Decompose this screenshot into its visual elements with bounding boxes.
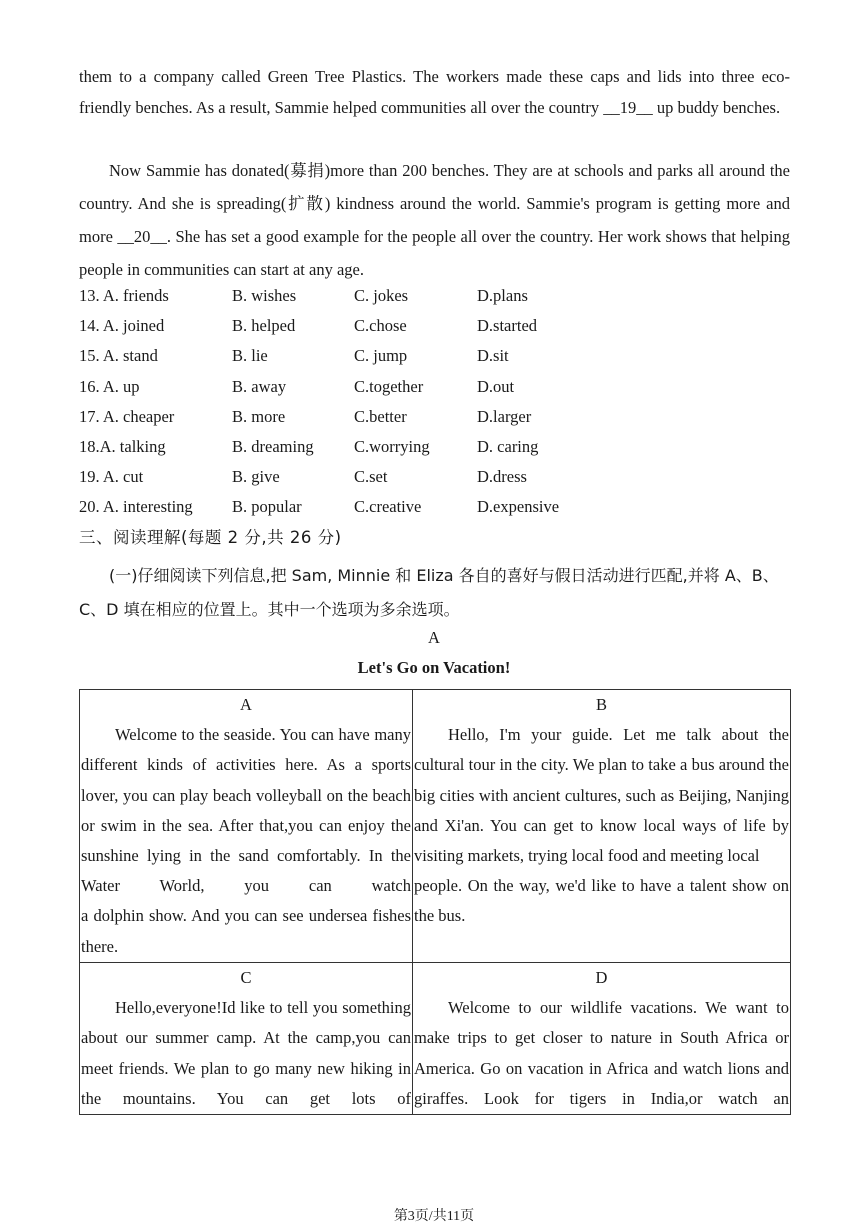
option-row-19 bbox=[79, 462, 790, 492]
option-b: B. away bbox=[232, 376, 287, 396]
option-b: B. give bbox=[232, 467, 280, 487]
option-row-18 bbox=[79, 432, 790, 462]
cell-text: Hello, I'm your guide. Let me talk about the cultural tour in the city. We plan to take a bus around the big cities with ancient cultures, such as Beijing, Nanjing and Xi'an. You can get to know local ways of life by visiting markets, trying local food and meeting local bbox=[414, 725, 789, 866]
option-d: D.dress bbox=[477, 467, 527, 487]
cell-letter: B bbox=[595, 695, 607, 714]
option-d: D.expensive bbox=[477, 497, 560, 517]
option-a: 17. A. cheaper bbox=[79, 406, 175, 426]
cell-text-continued: people. On the way, we'd like to have a talent show on the bus. bbox=[414, 876, 789, 926]
answer-options bbox=[79, 281, 790, 523]
passage-paragraph-1: them to a company called Green Tree Plastics. The workers made these caps and lids into three eco-friendly benches. As a result, Sammie helped communities all over the country __19__ up buddy benches. bbox=[79, 67, 790, 117]
cell-letter: C bbox=[240, 968, 252, 987]
vacation-table bbox=[79, 689, 791, 1115]
cell-text: Hello,everyone!Id like to tell you something about our summer camp. At the camp,you can meet friends. We plan to go many new hiking in the mountains. You can get lots of bbox=[81, 998, 411, 1108]
option-b: B. dreaming bbox=[232, 436, 314, 456]
option-row-14 bbox=[79, 311, 790, 341]
option-d: D.sit bbox=[477, 346, 509, 366]
option-b: B. wishes bbox=[232, 286, 297, 305]
option-c: C. jokes bbox=[354, 286, 409, 305]
section-instruction: (一)仔细阅读下列信息,把 Sam, Minnie 和 Eliza 各自的喜好与假日活动进行匹配,并将 A、B、C、D 填在相应的位置上。其中一个选项为多余选项。 bbox=[79, 566, 779, 619]
option-c: C.better bbox=[354, 406, 407, 426]
cell-a bbox=[80, 690, 413, 963]
option-a: 15. A. stand bbox=[79, 346, 158, 366]
cell-text-continued: a dolphin show. And you can see undersea fishes there. bbox=[81, 906, 411, 956]
part-label: A bbox=[428, 628, 440, 647]
cell-d bbox=[413, 963, 791, 1115]
option-a: 13. A. friends bbox=[79, 286, 169, 305]
option-b: B. popular bbox=[232, 497, 302, 517]
option-row-15 bbox=[79, 341, 790, 371]
option-c: C.together bbox=[354, 376, 424, 396]
cell-text: Welcome to the seaside. You can have many different kinds of activities here. As a sports lover, you can play beach volleyball on the beach or swim in the sea. After that,you can enjoy the sunshine lying in the sand comfortably. In the Water World, you can watch bbox=[81, 725, 411, 896]
cell-c bbox=[80, 963, 413, 1115]
cell-b bbox=[413, 690, 791, 963]
option-c: C.worrying bbox=[354, 436, 430, 456]
option-a: 20. A. interesting bbox=[79, 497, 193, 517]
cell-text: Welcome to our wildlife vacations. We want to make trips to get closer to nature in South Africa or America. Go on vacation in Africa and watch lions and giraffes. Look for tigers in India,or watch an bbox=[414, 998, 789, 1108]
option-row-17 bbox=[79, 402, 790, 432]
option-d: D. caring bbox=[477, 436, 539, 456]
option-a: 16. A. up bbox=[79, 376, 140, 396]
page-number: 第3页/共11页 bbox=[393, 1209, 475, 1224]
option-d: D.out bbox=[477, 376, 515, 396]
option-d: D.plans bbox=[477, 286, 528, 305]
cell-letter: A bbox=[240, 695, 252, 714]
option-row-13 bbox=[79, 281, 790, 311]
option-c: C.creative bbox=[354, 497, 422, 517]
cell-letter: D bbox=[595, 968, 608, 987]
option-c: C. jump bbox=[354, 346, 408, 366]
option-c: C.chose bbox=[354, 316, 407, 336]
option-d: D.started bbox=[477, 316, 538, 336]
section-title: 三、阅读理解(每题 2 分,共 26 分) bbox=[79, 528, 342, 547]
option-d: D.larger bbox=[477, 406, 532, 426]
option-row-20 bbox=[79, 492, 790, 522]
option-a: 18.A. talking bbox=[79, 436, 166, 456]
option-b: B. more bbox=[232, 406, 286, 426]
option-c: C.set bbox=[354, 467, 388, 487]
table-title: Let's Go on Vacation! bbox=[357, 658, 511, 677]
passage-paragraph-2: Now Sammie has donated(募捐)more than 200 benches. They are at schools and parks all around the country. And she is spreading(扩散) kindness around the world. Sammie's program is getting more and more __20__. She has set a good example for the people all over the country. Her work shows that helping people in communities can start at any age. bbox=[79, 161, 790, 279]
option-row-16 bbox=[79, 372, 790, 402]
option-a: 14. A. joined bbox=[79, 316, 165, 336]
option-a: 19. A. cut bbox=[79, 467, 144, 487]
option-b: B. helped bbox=[232, 316, 296, 336]
option-b: B. lie bbox=[232, 346, 268, 366]
